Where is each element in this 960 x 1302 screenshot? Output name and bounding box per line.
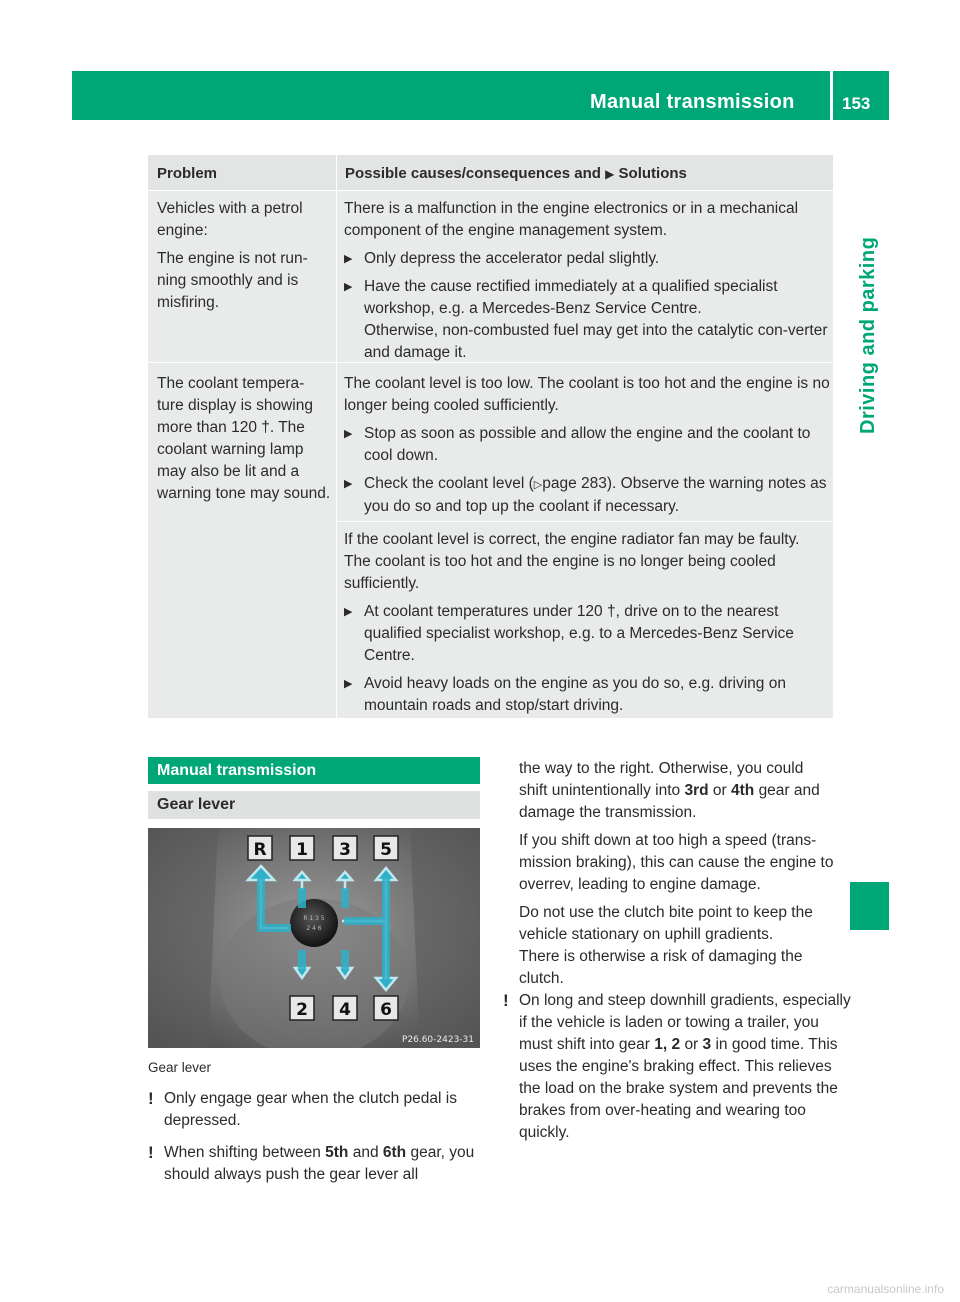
svg-text:2 4 6: 2 4 6: [306, 925, 322, 932]
warning-note-2: ! When shifting between 5th and 6th gear, you should always push the gear lever all: [148, 1143, 475, 1183]
side-tab-marker: [850, 882, 889, 930]
page-number: 153: [842, 94, 871, 113]
photo-caption: Gear lever: [148, 1060, 212, 1075]
gear-label-r: R: [253, 840, 267, 860]
problem-text-2: The coolant tempera-ture display is showing more than 120 †. The coolant warning lamp may also be lit and a warning tone may sound.: [157, 375, 331, 502]
gear-label-5: 5: [380, 840, 392, 860]
gear-label-2: 2: [296, 1000, 308, 1020]
warning-icon: !: [503, 991, 509, 1010]
side-tab-label: Driving and parking: [857, 236, 879, 434]
photo-code: P26.60-2423-31: [401, 1035, 474, 1045]
solution-text-2a: The coolant level is too low. The coolant is too hot and the engine is no longer being cooled sufficiently. ▶ Stop as soon as possible and allow the engine and the coolant to cool down. ▶ Check the coolant level (▷page 283). Observe the warning notes as you do so and top up the coolant if necessary.: [344, 373, 830, 518]
solution-text-2b: If the coolant level is correct, the engine radiator fan may be faulty. The coolant is too hot and the engine is no longer being cooled sufficiently. ▶ At coolant temperatures under 120 †, drive on to the nearest qualified specialist workshop, e.g. to a Mercedes-Benz Service Centre. ▶ Avoid heavy loads on the engine as you do so, e.g. driving on mountain roads and stop/start driving.: [344, 529, 830, 717]
gear-lever-photo: [148, 828, 480, 1048]
header-divider: [830, 71, 833, 120]
page-title: Manual transmission: [590, 91, 795, 113]
footer-watermark: carmanualsonline.info: [827, 1282, 944, 1296]
right-column-text: the way to the right. Otherwise, you could shift unintentionally into 3rd or 4th gear and damage the transmission. If you shift down at too high a speed (trans-mission braking), this can cause the engine to overrev, leading to engine damage. Do not use the clutch bite point to keep the vehicle stationary on uphill gradients. There is otherwise a risk of damaging the clutch.: [519, 760, 834, 987]
warning-note-3: ! On long and steep downhill gradients, especially if the vehicle is laden or towing a trailer, you must shift into gear 1, 2 or 3 in good time. This uses the engine's braking effect. This relieves the load on the brake system and prevents the brakes from over-heating and wearing too quickly.: [503, 991, 851, 1141]
page-ref-icon: ▷: [533, 479, 543, 491]
gear-label-6: 6: [380, 1000, 392, 1020]
problem-text-1: Vehicles with a petrol engine: The engine is not run-ning smoothly and is misfiring.: [157, 200, 308, 311]
solution-text-1: There is a malfunction in the engine electronics or in a mechanical component of the engine management system. ▶ Only depress the accelerator pedal slightly. ▶ Have the cause rectified immediately at a qualified specialist workshop, e.g. a Mercedes-Benz Service Centre. Otherwise, non-combusted fuel may get into the catalytic con-verter and damage it.: [344, 198, 830, 364]
gear-label-3: 3: [339, 840, 351, 860]
svg-text:R 1 3 5: R 1 3 5: [303, 915, 325, 922]
col-header-problem: Problem: [157, 165, 218, 182]
subsection-title: Gear lever: [157, 796, 236, 813]
gear-label-1: 1: [296, 840, 308, 860]
arrow-right-icon: ▶: [605, 167, 615, 181]
coolant-check-step: ▶ Check the coolant level (▷page 283). Observe the warning notes as you do so and top up the coolant if necessary.: [344, 473, 830, 518]
section-title: Manual transmission: [157, 762, 317, 779]
col-header-causes: Possible causes/consequences and ▶ Solutions: [345, 165, 687, 182]
warning-icon: !: [148, 1089, 154, 1108]
warning-note-1: ! Only engage gear when the clutch pedal is depressed.: [148, 1089, 457, 1129]
warning-icon: !: [148, 1143, 154, 1162]
gear-label-4: 4: [339, 1000, 351, 1020]
page-ref-link[interactable]: page 283: [542, 475, 607, 492]
